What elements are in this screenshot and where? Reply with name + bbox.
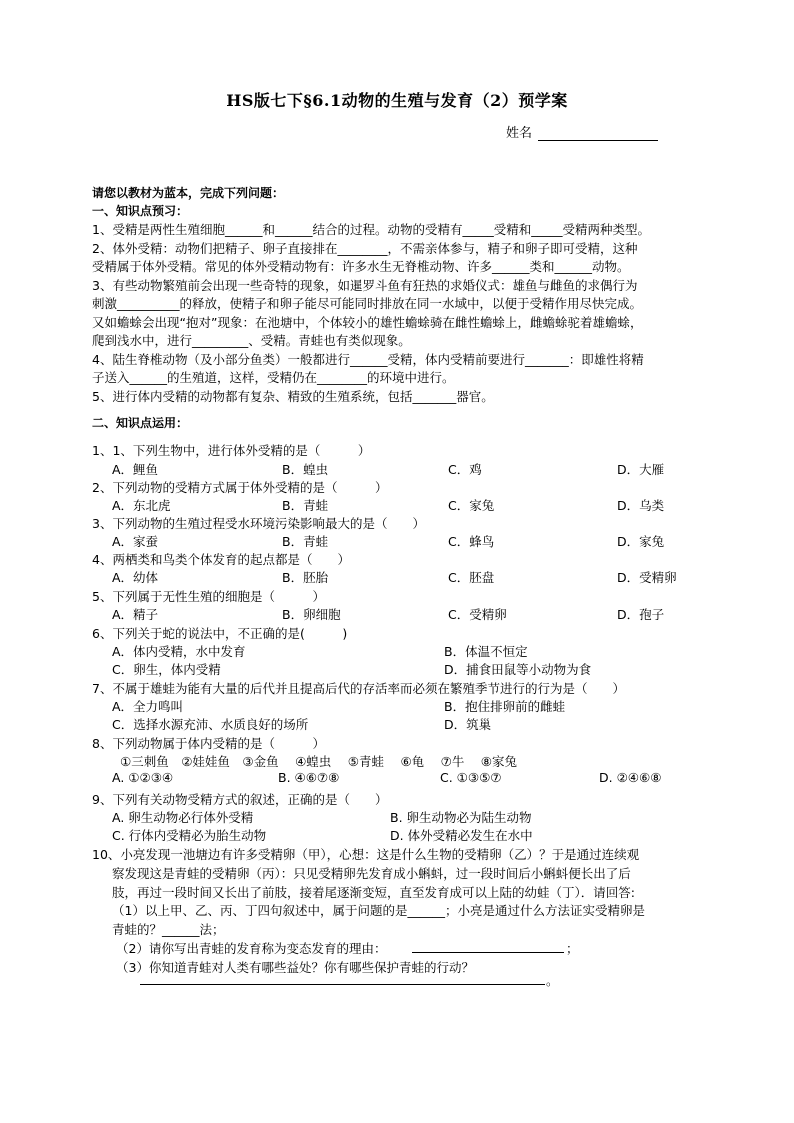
question-2-option-c[interactable]: C．家兔: [448, 498, 495, 513]
preview-item-4-line-1: 4、陆生脊椎动物（及小部分鱼类）一般都进行______受精，体内受精前要进行_______：即雄性将精: [92, 352, 644, 367]
question-7-option-c[interactable]: C．选择水源充沛、水质良好的场所: [112, 717, 309, 732]
question-10-sub-3-end: 。: [546, 973, 559, 988]
question-5-option-b[interactable]: B．卵细胞: [282, 607, 341, 622]
question-10-sub-1-line-1: （1）以上甲、乙、丙、丁四句叙述中，属于问题的是______；小亮是通过什么方法证实受精卵是: [112, 903, 645, 918]
question-10-sub-2-end: ；: [566, 941, 579, 956]
preview-item-5: 5、进行体内受精的动物都有复杂、精致的生殖系统，包括_______器官。: [92, 389, 494, 404]
question-4-option-a[interactable]: A．幼体: [112, 570, 159, 585]
question-6-option-a[interactable]: A．体内受精，水中发育: [112, 644, 246, 659]
question-6-option-b[interactable]: B．体温不恒定: [444, 644, 528, 659]
question-3-option-d[interactable]: D．家兔: [617, 534, 665, 549]
question-10-sub-2: （2）请你写出青蛙的发育称为变态发育的理由：: [116, 941, 387, 956]
preview-item-1: 1、受精是两性生殖细胞______和______结合的过程。动物的受精有_____受精和_____受精两种类型。: [92, 222, 650, 237]
preview-item-3-line-3: 又如蟾蜍会出现“抱对”现象：在池塘中，个体较小的雄性蟾蜍骑在雌性蟾蜍上，雌蟾蜍驼着雄蟾蜍，: [92, 315, 643, 330]
question-1-option-d[interactable]: D．大雁: [617, 462, 665, 477]
question-10-sub-3-answer-line[interactable]: [140, 984, 545, 985]
question-2-option-d[interactable]: D．乌类: [617, 498, 665, 513]
question-8-option-a[interactable]: A. ①②③④: [112, 770, 174, 785]
question-3-option-a[interactable]: A．家蚕: [112, 534, 159, 549]
question-1-stem: 1、1、下列生物中，进行体外受精的是（ ）: [92, 443, 371, 458]
question-1-option-a[interactable]: A．鲤鱼: [112, 462, 159, 477]
question-2-option-a[interactable]: A．东北虎: [112, 498, 171, 513]
question-1-option-c[interactable]: C．鸡: [448, 462, 482, 477]
question-10-sub-3: （3）你知道青蛙对人类有哪些益处？你有哪些保护青蛙的行动？: [116, 960, 474, 975]
question-2-option-b[interactable]: B．青蛙: [282, 498, 329, 513]
question-10-line-2: 察发现这是青蛙的受精卵（丙）：只见受精卵先发育成小蝌蚪，过一段时间后小蝌蚪便长出了后: [112, 866, 631, 881]
question-9-option-b[interactable]: B. 卵生动物必为陆生动物: [390, 810, 532, 825]
question-6-option-c[interactable]: C．卵生，体内受精: [112, 662, 221, 677]
question-8-option-b[interactable]: B. ④⑥⑦⑧: [278, 770, 340, 785]
question-7-option-a[interactable]: A．全力鸣叫: [112, 699, 184, 714]
preview-item-2-line-1: 2、体外受精：动物们把精子、卵子直接排在________，不需亲体参与，精子和卵子即可受精，这种: [92, 241, 638, 256]
question-4-option-b[interactable]: B．胚胎: [282, 570, 329, 585]
question-10-sub-1-line-2: 青蛙的？______法；: [112, 922, 225, 937]
question-3-option-b[interactable]: B．青蛙: [282, 534, 329, 549]
question-5-stem: 5、下列属于无性生殖的细胞是（ ）: [92, 589, 325, 604]
question-5-option-d[interactable]: D．孢子: [617, 607, 665, 622]
preview-item-4-line-2: 子送入______的生殖道，这样，受精仍在________的环境中进行。: [92, 370, 455, 385]
section-2-heading: 二、知识点运用：: [92, 416, 189, 430]
question-9-option-c[interactable]: C. 行体内受精必为胎生动物: [112, 828, 267, 843]
question-5-option-c[interactable]: C．受精卵: [448, 607, 507, 622]
page-title: HS版七下§6.1动物的生殖与发育（2）预学案: [226, 91, 568, 110]
question-10-line-3: 肢，再过一段时间又长出了前肢，接着尾逐渐变短，直至发育成可以上陆的幼蛙（丁）．请回答:: [112, 885, 635, 900]
preview-item-3-line-1: 3、有些动物繁殖前会出现一些奇特的现象，如暹罗斗鱼有狂热的求婚仪式：雄鱼与雌鱼的求偶行为: [92, 278, 638, 293]
question-6-option-d[interactable]: D．捕食田鼠等小动物为食: [444, 662, 592, 677]
preview-item-3-line-2: 刺激__________的释放，使精子和卵子能尽可能同时排放在同一水域中，以便于受精作用尽快完成。: [92, 296, 643, 311]
question-8-option-c[interactable]: C. ①③⑤⑦: [440, 770, 502, 785]
intro-text: 请您以教材为蓝本，完成下列问题：: [92, 186, 285, 200]
section-1-heading: 一、知识点预习：: [92, 204, 189, 218]
question-6-stem: 6、下列关于蛇的说法中，不正确的是( ): [92, 626, 348, 641]
question-10-line-1: 10、小亮发现一池塘边有许多受精卵（甲），心想：这是什么生物的受精卵（乙）？于是通过连续观: [92, 847, 640, 862]
question-7-option-b[interactable]: B．抱住排卵前的雌蛙: [444, 699, 566, 714]
name-underline[interactable]: [538, 128, 658, 141]
question-8-stem: 8、下列动物属于体内受精的是（ ）: [92, 736, 325, 751]
question-2-stem: 2、下列动物的受精方式属于体外受精的是（ ）: [92, 480, 388, 495]
question-7-option-d[interactable]: D．筑巢: [444, 717, 492, 732]
question-9-option-a[interactable]: A. 卵生动物必行体外受精: [112, 810, 254, 825]
question-4-option-d[interactable]: D．受精卵: [617, 570, 677, 585]
question-1-option-b[interactable]: B．蝗虫: [282, 462, 329, 477]
question-4-option-c[interactable]: C．胚盘: [448, 570, 495, 585]
question-3-stem: 3、下列动物的生殖过程受水环境污染影响最大的是（ ）: [92, 516, 425, 531]
question-3-option-c[interactable]: C．蜂鸟: [448, 534, 495, 549]
question-4-stem: 4、两栖类和鸟类个体发育的起点都是（ ）: [92, 552, 350, 567]
question-10-sub-2-answer-line[interactable]: [412, 952, 564, 953]
question-9-stem: 9、下列有关动物受精方式的叙述，正确的是（ ）: [92, 792, 388, 807]
question-9-option-d[interactable]: D. 体外受精必发生在水中: [390, 828, 533, 843]
question-8-option-d[interactable]: D. ②④⑥⑧: [599, 770, 662, 785]
name-label: 姓名: [506, 126, 533, 141]
preview-item-3-line-4: 爬到浅水中，进行_________、受精。青蛙也有类似现象。: [92, 333, 411, 348]
question-5-option-a[interactable]: A．精子: [112, 607, 159, 622]
name-field[interactable]: [506, 122, 658, 141]
question-7-stem: 7、不属于雄蛙为能有大量的后代并且提高后代的存活率而必须在繁殖季节进行的行为是（ ）: [92, 681, 625, 696]
preview-item-2-line-2: 受精属于体外受精。常见的体外受精动物有：许多水生无脊椎动物、许多______类和______动物。: [92, 259, 630, 274]
question-8-items: ①三刺鱼 ②娃娃鱼 ③金鱼 ④蝗虫 ⑤青蛙 ⑥龟 ⑦牛 ⑧家兔: [120, 754, 518, 769]
